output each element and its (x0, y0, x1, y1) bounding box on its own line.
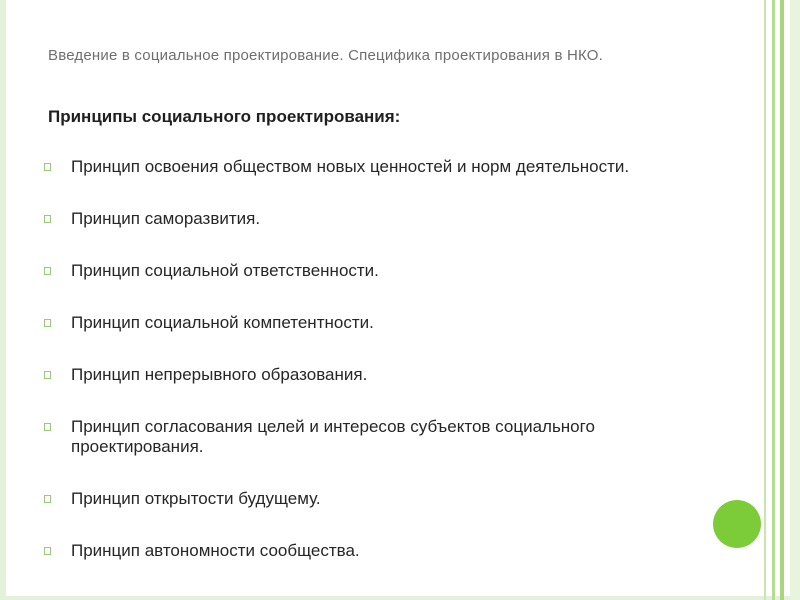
principle-text: Принцип социальной компетентности. (71, 313, 374, 332)
frame-bottom-border (0, 596, 800, 600)
principle-text: Принцип открытости будущему. (71, 489, 321, 508)
list-item (44, 209, 704, 229)
principle-text: Принцип социальной ответственности. (71, 261, 379, 280)
principle-text: Принцип автономности сообщества. (71, 541, 360, 560)
principle-text: Принцип непрерывного образования. (71, 365, 368, 384)
right-decorative-stripes (764, 0, 800, 600)
stripe (772, 0, 775, 600)
square-bullet-icon (44, 319, 51, 327)
slide-title: Введение в социальное проектирование. Специфика проектирования в НКО. (48, 47, 604, 64)
square-bullet-icon (44, 267, 51, 275)
square-bullet-icon (44, 371, 51, 379)
square-bullet-icon (44, 215, 51, 223)
list-item (44, 417, 704, 457)
principles-list (44, 157, 704, 593)
list-item (44, 261, 704, 281)
list-item (44, 541, 704, 561)
square-bullet-icon (44, 163, 51, 171)
list-item (44, 157, 704, 177)
square-bullet-icon (44, 547, 51, 555)
list-item (44, 365, 704, 385)
frame-left-border (0, 0, 6, 600)
stripe (780, 0, 784, 600)
principle-text: Принцип саморазвития. (71, 209, 261, 228)
square-bullet-icon (44, 495, 51, 503)
square-bullet-icon (44, 423, 51, 431)
section-heading: Принципы социального проектирования: (48, 107, 401, 126)
principle-text: Принцип согласования целей и интересов субъектов социального проектирования. (71, 417, 595, 456)
list-item (44, 489, 704, 509)
principle-text: Принцип освоения обществом новых ценностей и норм деятельности. (71, 157, 630, 176)
list-item (44, 313, 704, 333)
stripe (790, 0, 800, 600)
stripe (764, 0, 766, 600)
green-circle-decoration (713, 500, 761, 548)
